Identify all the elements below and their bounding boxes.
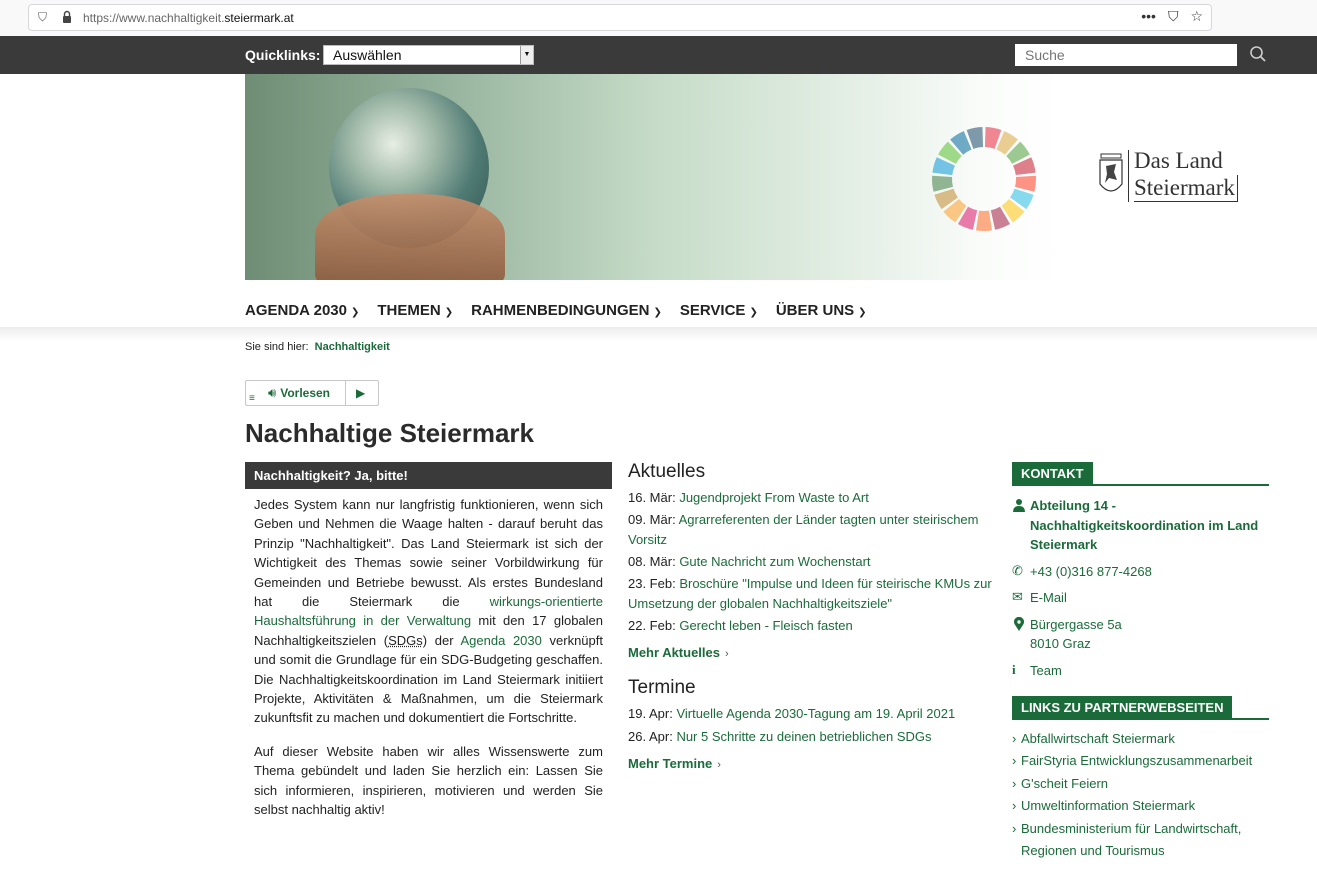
nav-item-ueber-uns[interactable]: ÜBER UNS ❯ <box>775 302 867 319</box>
breadcrumb-prefix: Sie sind hier: <box>245 341 309 353</box>
chevron-right-icon: › <box>1012 820 1017 836</box>
contact-section-header <box>1012 462 1269 486</box>
quicklinks-label: Quicklinks: <box>245 47 321 63</box>
page-title: Nachhaltige Steiermark <box>245 418 535 448</box>
event-item: 19. Apr: Virtuelle Agenda 2030-Tagung am 19. April 2021 <box>628 706 956 721</box>
chevron-down-icon: ❯ <box>350 307 360 318</box>
more-news-link[interactable]: Mehr Aktuelles › <box>628 645 729 660</box>
partner-link[interactable]: › Bundesministerium für Landwirtschaft, Regionen und Tourismus <box>1012 818 1269 863</box>
chevron-down-icon: ❯ <box>444 307 454 318</box>
envelope-icon: ✉ <box>1012 589 1023 604</box>
news-column <box>628 462 998 775</box>
news-link[interactable]: Jugendprojekt From Waste to Art <box>679 490 869 505</box>
link-agenda-2030[interactable]: Agenda 2030 <box>460 632 542 648</box>
top-utility-bar <box>0 36 1317 74</box>
intro-paragraph-1: Jedes System kann nur langfristig funktionieren, wenn sich Geben und Nehmen die Waage halten - darauf beruht das Prinzip "Nachhaltigkeit". Das Land Steiermark ist sich der Wichtigkeit des Themas sowie seiner Vorbildwirkung für Gemeinden und Betriebe bewusst. Als erstes Bundesland hat die Steiermark die wirkungs-orientierte Haushaltsführung in der Verwaltung mit den 17 globalen Nachhaltigkeitszielen (SDGs) der Agenda 2030 verknüpft und somit die Grundlage für ein SDG-Budgeting geschaffen. Die Nachhaltigkeitskoordination im Land Steiermark initiiert Projekte, Aktivitäten & Maßnahmen, um die Steiermark zukunftsfit zu machen und dokumentiert die Fortschritte. <box>254 497 603 726</box>
contact-team[interactable]: i Team <box>1012 661 1062 678</box>
more-actions-icon[interactable]: ••• <box>1141 8 1156 24</box>
contact-heading: KONTAKT <box>1012 462 1093 485</box>
breadcrumb <box>245 341 390 353</box>
more-events-link[interactable]: Mehr Termine › <box>628 756 721 771</box>
partner-link[interactable]: › G'scheit Feiern <box>1012 773 1269 795</box>
intro-heading: Nachhaltigkeit? Ja, bitte! <box>245 462 612 489</box>
partners-list <box>1012 728 1269 862</box>
abbr-sdgs[interactable]: SDGs <box>388 632 423 648</box>
readspeaker-divider <box>345 381 346 405</box>
search-input[interactable] <box>1015 44 1237 66</box>
event-link[interactable]: Nur 5 Schritte zu deinen betrieblichen SDGs <box>676 729 932 744</box>
event-link[interactable]: Virtuelle Agenda 2030-Tagung am 19. April 2021 <box>676 706 956 721</box>
sdg-wheel-logo[interactable] <box>929 124 1039 234</box>
breadcrumb-current[interactable]: Nachhaltigkeit <box>314 341 390 353</box>
sidebar <box>1012 462 1269 862</box>
news-link[interactable]: Broschüre "Impulse und Ideen für steirische KMUs zur Umsetzung der globalen Nachhaltigkeitsziele" <box>628 576 992 611</box>
readspeaker-label[interactable]: Vorlesen <box>280 386 331 400</box>
readspeaker-widget <box>245 380 379 406</box>
news-item: 22. Feb: Gerecht leben - Fleisch fasten <box>628 618 853 633</box>
lock-icon[interactable] <box>62 10 72 24</box>
logo-text-line2: Steiermark <box>1134 175 1238 202</box>
land-steiermark-logo[interactable] <box>1097 146 1239 206</box>
logo-separator <box>1128 150 1129 202</box>
browser-toolbar <box>0 0 1317 36</box>
nav-item-themen[interactable]: THEMEN ❯ <box>377 302 454 319</box>
chevron-right-icon: › <box>717 759 721 771</box>
news-item: 23. Feb: Broschüre "Impulse und Ideen für steirische KMUs zur Umsetzung der globalen Nachhaltigkeitsziele" <box>628 576 992 611</box>
person-icon <box>1012 498 1026 512</box>
sdg-wheel-segment <box>1015 176 1036 192</box>
events-heading: Termine <box>628 677 696 698</box>
address-bar[interactable] <box>28 4 1212 31</box>
link-wirkungsorientierte-haushaltsfuehrung[interactable]: wirkungs-orientierte Haushaltsführung in der Verwaltung <box>254 594 603 629</box>
header-banner <box>245 74 1269 280</box>
map-marker-icon <box>1012 617 1026 631</box>
contact-address: Bürgergasse 5a 8010 Graz <box>1012 615 1269 654</box>
shield-icon[interactable]: ⛉ <box>38 10 48 24</box>
info-icon: i <box>1012 661 1016 677</box>
url-text[interactable]: https://www.nachhaltigkeit.steiermark.at <box>83 11 294 25</box>
panther-crest-icon <box>1097 150 1125 202</box>
chevron-right-icon: › <box>725 648 729 660</box>
partner-link[interactable]: › Abfallwirtschaft Steiermark <box>1012 728 1269 750</box>
search-icon[interactable] <box>1249 45 1267 63</box>
chevron-right-icon: › <box>1012 775 1017 791</box>
event-item: 26. Apr: Nur 5 Schritte zu deinen betrieblichen SDGs <box>628 729 932 744</box>
bookmark-star-icon[interactable]: ☆ <box>1190 8 1203 24</box>
sdg-wheel-segment <box>976 211 992 231</box>
menu-icon[interactable]: ≡ <box>249 393 255 404</box>
partners-section-header <box>1012 696 1269 720</box>
nav-item-rahmenbedingungen[interactable]: RAHMENBEDINGUNGEN ❯ <box>471 302 662 319</box>
chevron-right-icon: › <box>1012 731 1017 746</box>
nav-item-service[interactable]: SERVICE ❯ <box>679 302 758 319</box>
partner-link[interactable]: › Umweltinformation Steiermark <box>1012 795 1269 817</box>
quicklinks-selected-value: Auswählen <box>333 47 402 63</box>
chevron-down-icon: ❯ <box>653 307 662 318</box>
chevron-down-icon: ❯ <box>858 307 867 318</box>
news-link[interactable]: Agrarreferenten der Länder tagten unter steirischem Vorsitz <box>628 512 979 547</box>
news-item: 16. Mär: Jugendprojekt From Waste to Art <box>628 490 869 505</box>
quicklinks-select[interactable] <box>323 45 534 65</box>
partners-heading: LINKS ZU PARTNERWEBSEITEN <box>1012 696 1232 719</box>
play-icon[interactable]: ▶ <box>356 386 366 400</box>
hands-image <box>315 194 505 280</box>
intro-paragraph-2: Auf dieser Website haben wir alles Wissenswerte zum Thema gebündelt und laden Sie herzlich ein: Lassen Sie sich informieren, inspirieren, motivieren und werden Sie selbst nachhaltig aktiv! <box>254 743 603 818</box>
news-heading: Aktuelles <box>628 461 706 482</box>
logo-text-line1: Das Land <box>1134 148 1223 173</box>
chevron-down-icon: ❯ <box>749 307 758 318</box>
chevron-right-icon: › <box>1012 753 1017 769</box>
intro-text <box>254 495 603 834</box>
pocket-icon[interactable]: ⛉ <box>1167 8 1179 24</box>
news-item: 08. Mär: Gute Nachricht zum Wochenstart <box>628 554 871 569</box>
news-link[interactable]: Gerecht leben - Fleisch fasten <box>679 618 853 633</box>
dropdown-arrow-icon[interactable]: ▼ <box>520 46 533 64</box>
contact-phone[interactable]: ✆ +43 (0)316 877-4268 <box>1012 562 1152 579</box>
nav-item-agenda-2030[interactable]: AGENDA 2030 ❯ <box>245 302 360 319</box>
contact-department[interactable]: Abteilung 14 - Nachhaltigkeitskoordination im Land Steiermark <box>1012 496 1269 555</box>
speaker-icon[interactable]: 🔊︎ <box>268 385 277 400</box>
chevron-right-icon: › <box>1012 798 1017 814</box>
news-item: 09. Mär: Agrarreferenten der Länder tagten unter steirischem Vorsitz <box>628 512 979 547</box>
partner-link[interactable]: › FairStyria Entwicklungszusammenarbeit <box>1012 750 1269 772</box>
news-link[interactable]: Gute Nachricht zum Wochenstart <box>679 554 871 569</box>
sdg-wheel-segment <box>932 176 953 192</box>
contact-email[interactable]: ✉ E-Mail <box>1012 589 1067 605</box>
phone-icon: ✆ <box>1012 562 1023 578</box>
main-navigation <box>245 302 885 319</box>
nav-shadow <box>0 327 1317 341</box>
